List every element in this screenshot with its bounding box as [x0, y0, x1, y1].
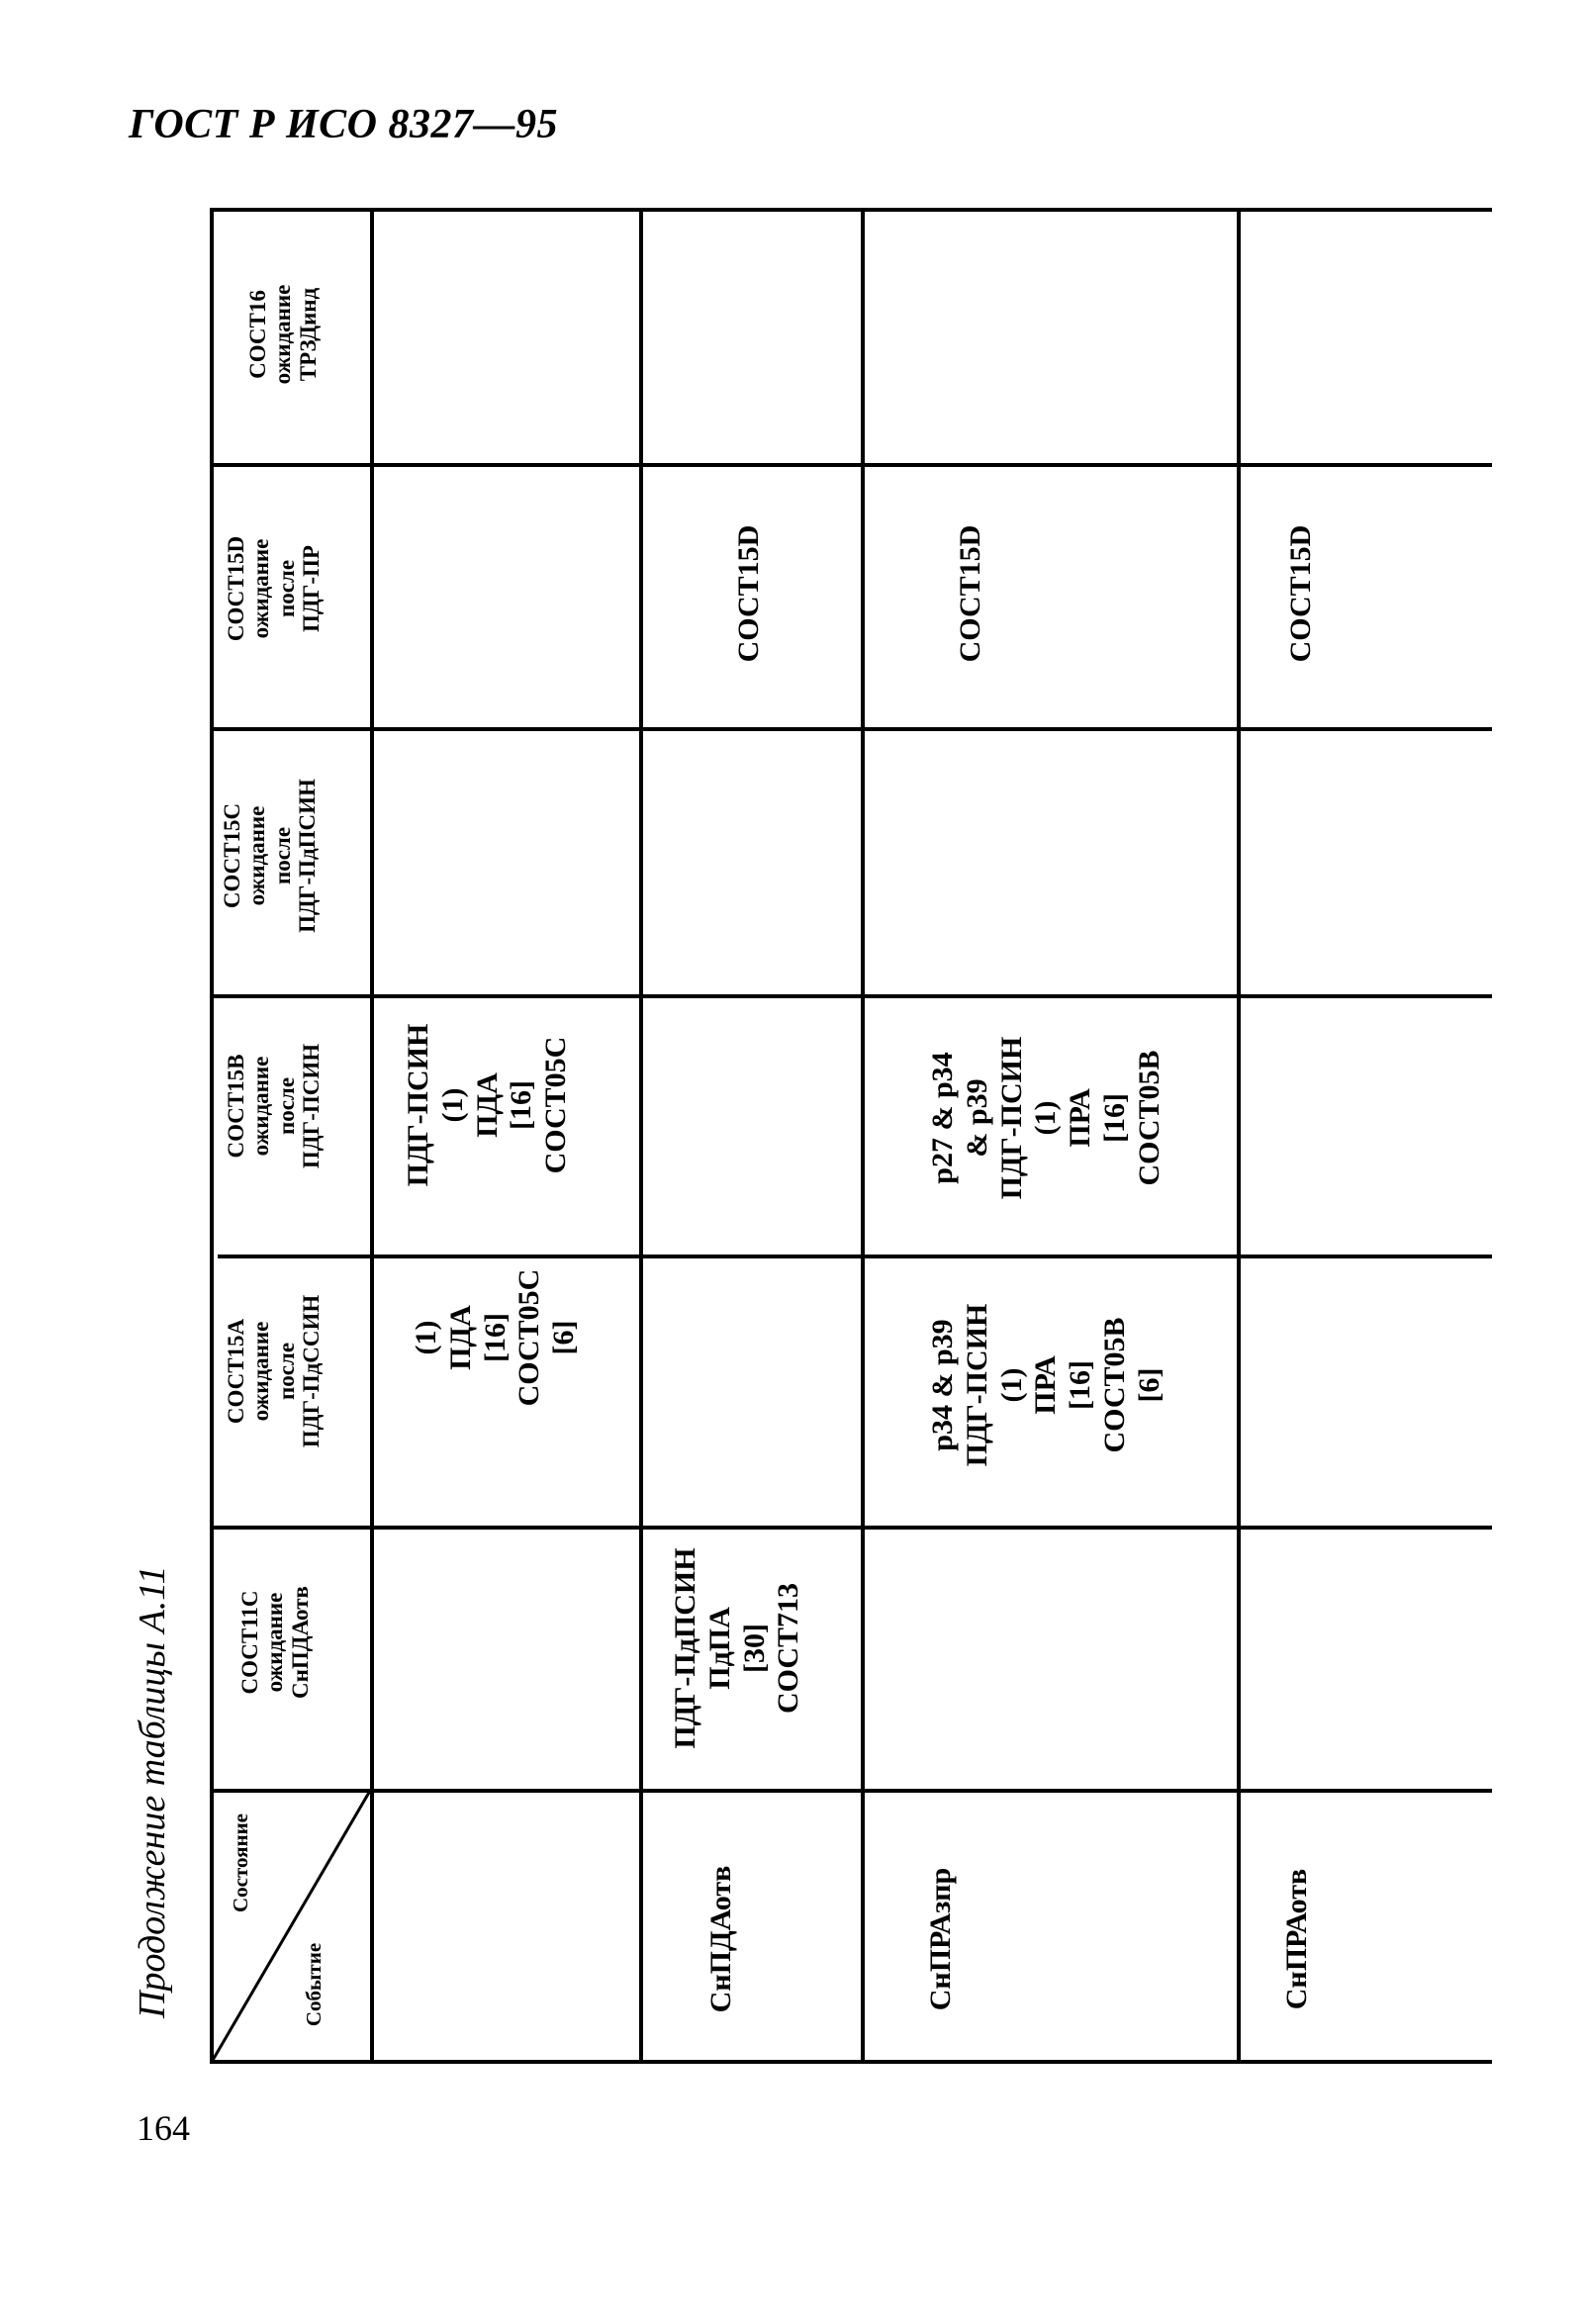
row-event-label: СнПРАотв: [1280, 1868, 1313, 2010]
cell-15a-band2: (1) ПДА [16] СОСТ05С [6]: [410, 1268, 581, 1407]
col-header-sost11c: СОСТ11С ожидание СнПДАотв: [237, 1586, 313, 1699]
table-line: [210, 463, 1492, 467]
col-header-sost15a: СОСТ15А ожидание после ПДГ-ПдССИН: [224, 1294, 324, 1448]
page-number: 164: [137, 2108, 190, 2148]
cell-r1-15b: p27 & p34 & p39 ПДГ-ПСИН (1) ПРА [16] СОСТ05В: [926, 1036, 1165, 1200]
table-line: [210, 1526, 1492, 1530]
table-line: [210, 208, 214, 2064]
row-event-label: СнПРАзпр: [924, 1867, 957, 2011]
col-header-sost15c: СОСТ15С ожидание после ПДГ-ПдПСИН: [220, 779, 320, 933]
cell-r0-11c: ПДГ-ПдПСИН ПдПА [30] СОСТ713: [669, 1547, 805, 1749]
row-event-label: СнПДАотв: [704, 1865, 737, 2013]
cell-r0-15d: СОСТ15D: [732, 524, 765, 663]
table-caption: Продолжение таблицы А.11: [132, 1565, 173, 2018]
cell-r1-15d: СОСТ15D: [954, 524, 986, 663]
table-line: [1237, 208, 1241, 2064]
table-line: [210, 727, 1492, 731]
table-line: [639, 208, 643, 2064]
table-line: [213, 994, 1492, 998]
cell-r2-15d: СОСТ15D: [1284, 524, 1317, 663]
table-line: [370, 208, 374, 2064]
table-line: [861, 208, 865, 2064]
document-header: ГОСТ Р ИСО 8327—95: [129, 102, 558, 147]
col-header-sost15d: СОСТ15D ожидание после ПДГ-ПР: [224, 535, 324, 642]
corner-event-label: Событие: [302, 1942, 326, 2027]
table-line: [210, 208, 1492, 212]
cell-r1-15a: p34 & p39 ПДГ-ПСИН (1) ПРА [16] СОСТ05В [6]: [926, 1303, 1165, 1467]
table-line: [210, 2060, 1492, 2064]
col-header-sost16: СОСТ16 ожидание ТРЗДинд: [245, 284, 321, 385]
table-line: [210, 1789, 1492, 1793]
cell-15b-band2: ПДГ-ПСИН (1) ПДА [16] СОСТ05С: [402, 1023, 573, 1187]
corner-state-label: Состояние: [229, 1813, 252, 1913]
col-header-sost15b: СОСТ15В ожидание после ПДГ-ПСИН: [224, 1043, 324, 1169]
